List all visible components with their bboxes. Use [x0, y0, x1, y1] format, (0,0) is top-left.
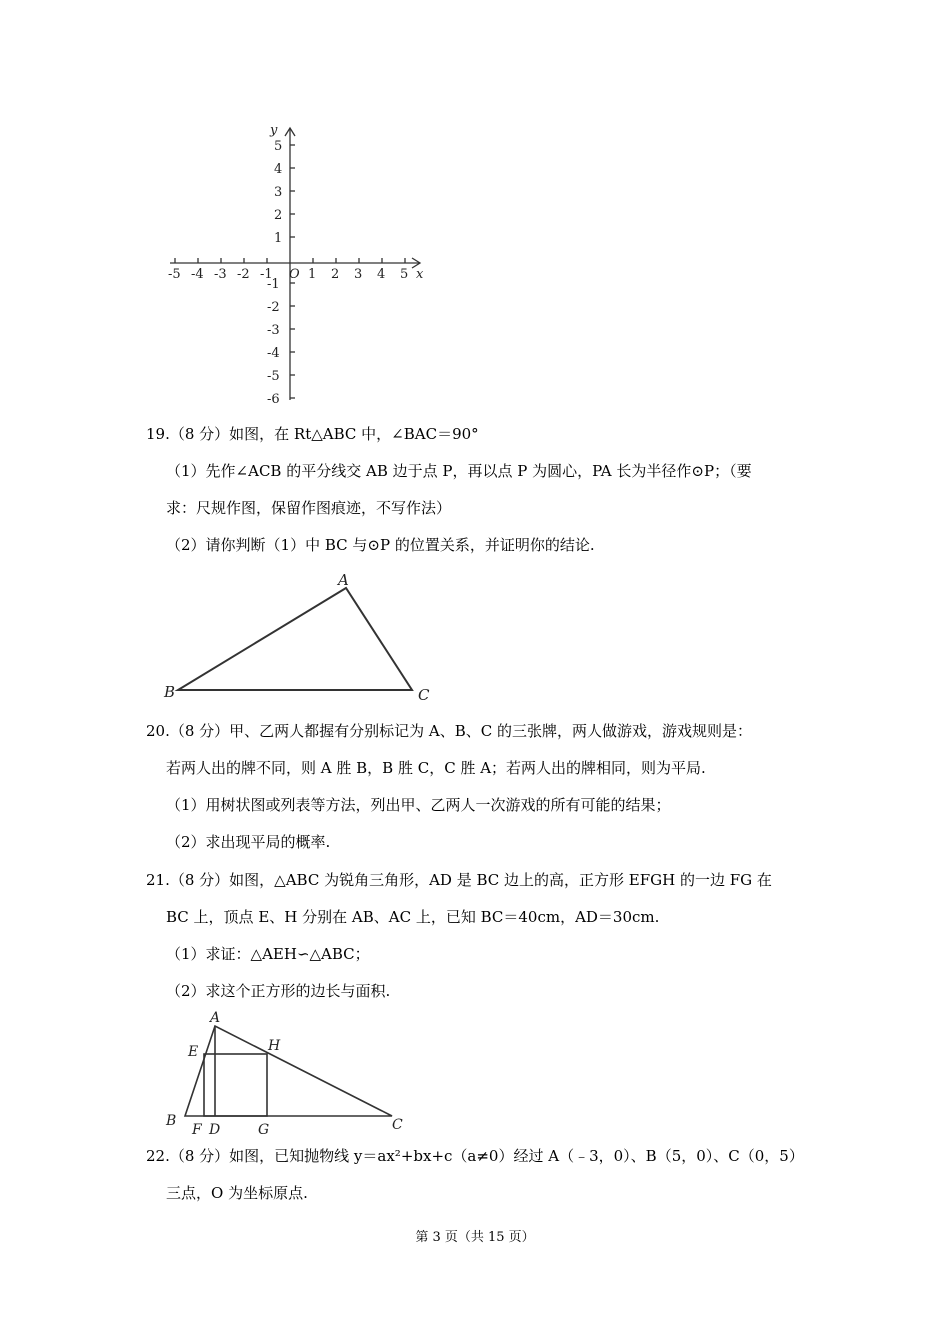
- y-tick-label: 2: [274, 208, 283, 223]
- y-tick-label: -2: [267, 300, 280, 315]
- y-tick-label: 1: [274, 231, 283, 246]
- q19-line-1: 19.（8 分）如图，在 Rt△ABC 中，∠BAC＝90°: [146, 425, 479, 443]
- x-tick-label: -1: [260, 267, 273, 282]
- vertex-label-f: F: [192, 1122, 202, 1138]
- x-tick-label: 4: [377, 267, 386, 282]
- y-tick-label: -5: [267, 369, 280, 384]
- q20-line-2: 若两人出的牌不同，则 A 胜 B，B 胜 C，C 胜 A；若两人出的牌相同，则为平局.: [166, 759, 706, 777]
- x-tick-label: 2: [331, 267, 340, 282]
- q20-line-4: （2）求出现平局的概率.: [166, 833, 331, 851]
- vertex-label-b: B: [166, 1113, 177, 1129]
- vertex-label-d: D: [209, 1122, 221, 1138]
- vertex-label-e: E: [188, 1044, 199, 1060]
- x-tick-label: -3: [214, 267, 227, 282]
- q21-line-4: （2）求这个正方形的边长与面积.: [166, 982, 391, 1000]
- origin-label: O: [289, 267, 300, 282]
- vertex-label-h: H: [268, 1038, 281, 1054]
- q21-line-2: BC 上，顶点 E、H 分别在 AB、AC 上，已知 BC＝40cm，AD＝30cm.: [166, 908, 660, 926]
- q20-line-3: （1）用树状图或列表等方法，列出甲、乙两人一次游戏的所有可能的结果；: [166, 796, 671, 814]
- page-footer: 第 3 页（共 15 页）: [415, 1230, 535, 1245]
- vertex-label-a: A: [338, 571, 349, 589]
- y-tick-label: 3: [274, 185, 283, 200]
- q19-line-2: （1）先作∠ACB 的平分线交 AB 边于点 P，再以点 P 为圆心，PA 长为半径作⊙P；（要: [166, 462, 752, 480]
- x-tick-label: 1: [308, 267, 317, 282]
- y-tick-label: -1: [267, 277, 280, 292]
- y-tick-label: -4: [267, 346, 280, 361]
- vertex-label-a: A: [210, 1010, 221, 1026]
- y-tick-label: -6: [267, 392, 280, 407]
- x-tick-label: -5: [168, 267, 181, 282]
- q19-line-3: 求：尺规作图，保留作图痕迹，不写作法）: [166, 499, 452, 517]
- x-tick-label: 5: [400, 267, 409, 282]
- y-axis-label: y: [270, 123, 278, 138]
- x-tick-label: -2: [237, 267, 250, 282]
- coordinate-plane-figure: [150, 118, 440, 408]
- vertex-label-b: B: [164, 683, 176, 701]
- vertex-label-c: C: [392, 1117, 403, 1133]
- q21-line-1: 21.（8 分）如图，△ABC 为锐角三角形，AD 是 BC 边上的高，正方形 EFGH 的一边 FG 在: [146, 871, 772, 889]
- x-tick-label: 3: [354, 267, 363, 282]
- y-tick-label: -3: [267, 323, 280, 338]
- vertex-label-c: C: [418, 686, 430, 704]
- q20-line-1: 20.（8 分）甲、乙两人都握有分别标记为 A、B、C 的三张牌，两人做游戏，游戏规则是：: [146, 722, 753, 740]
- q21-square-in-triangle-figure: [160, 1008, 420, 1140]
- x-tick-label: -4: [191, 267, 204, 282]
- q19-line-4: （2）请你判断（1）中 BC 与⊙P 的位置关系，并证明你的结论.: [166, 536, 595, 554]
- q21-line-3: （1）求证：△AEH∽△ABC；: [166, 945, 370, 963]
- q19-triangle-figure: [160, 568, 450, 708]
- x-axis-label: x: [416, 267, 424, 282]
- y-tick-label: 4: [274, 162, 283, 177]
- vertex-label-g: G: [258, 1122, 270, 1138]
- q22-line-2: 三点，O 为坐标原点.: [166, 1184, 308, 1202]
- y-tick-label: 5: [274, 139, 283, 154]
- q22-line-1: 22.（8 分）如图，已知抛物线 y＝ax²+bx+c（a≠0）经过 A（﹣3，0）、B（5，0）、C（0，5）: [146, 1147, 804, 1165]
